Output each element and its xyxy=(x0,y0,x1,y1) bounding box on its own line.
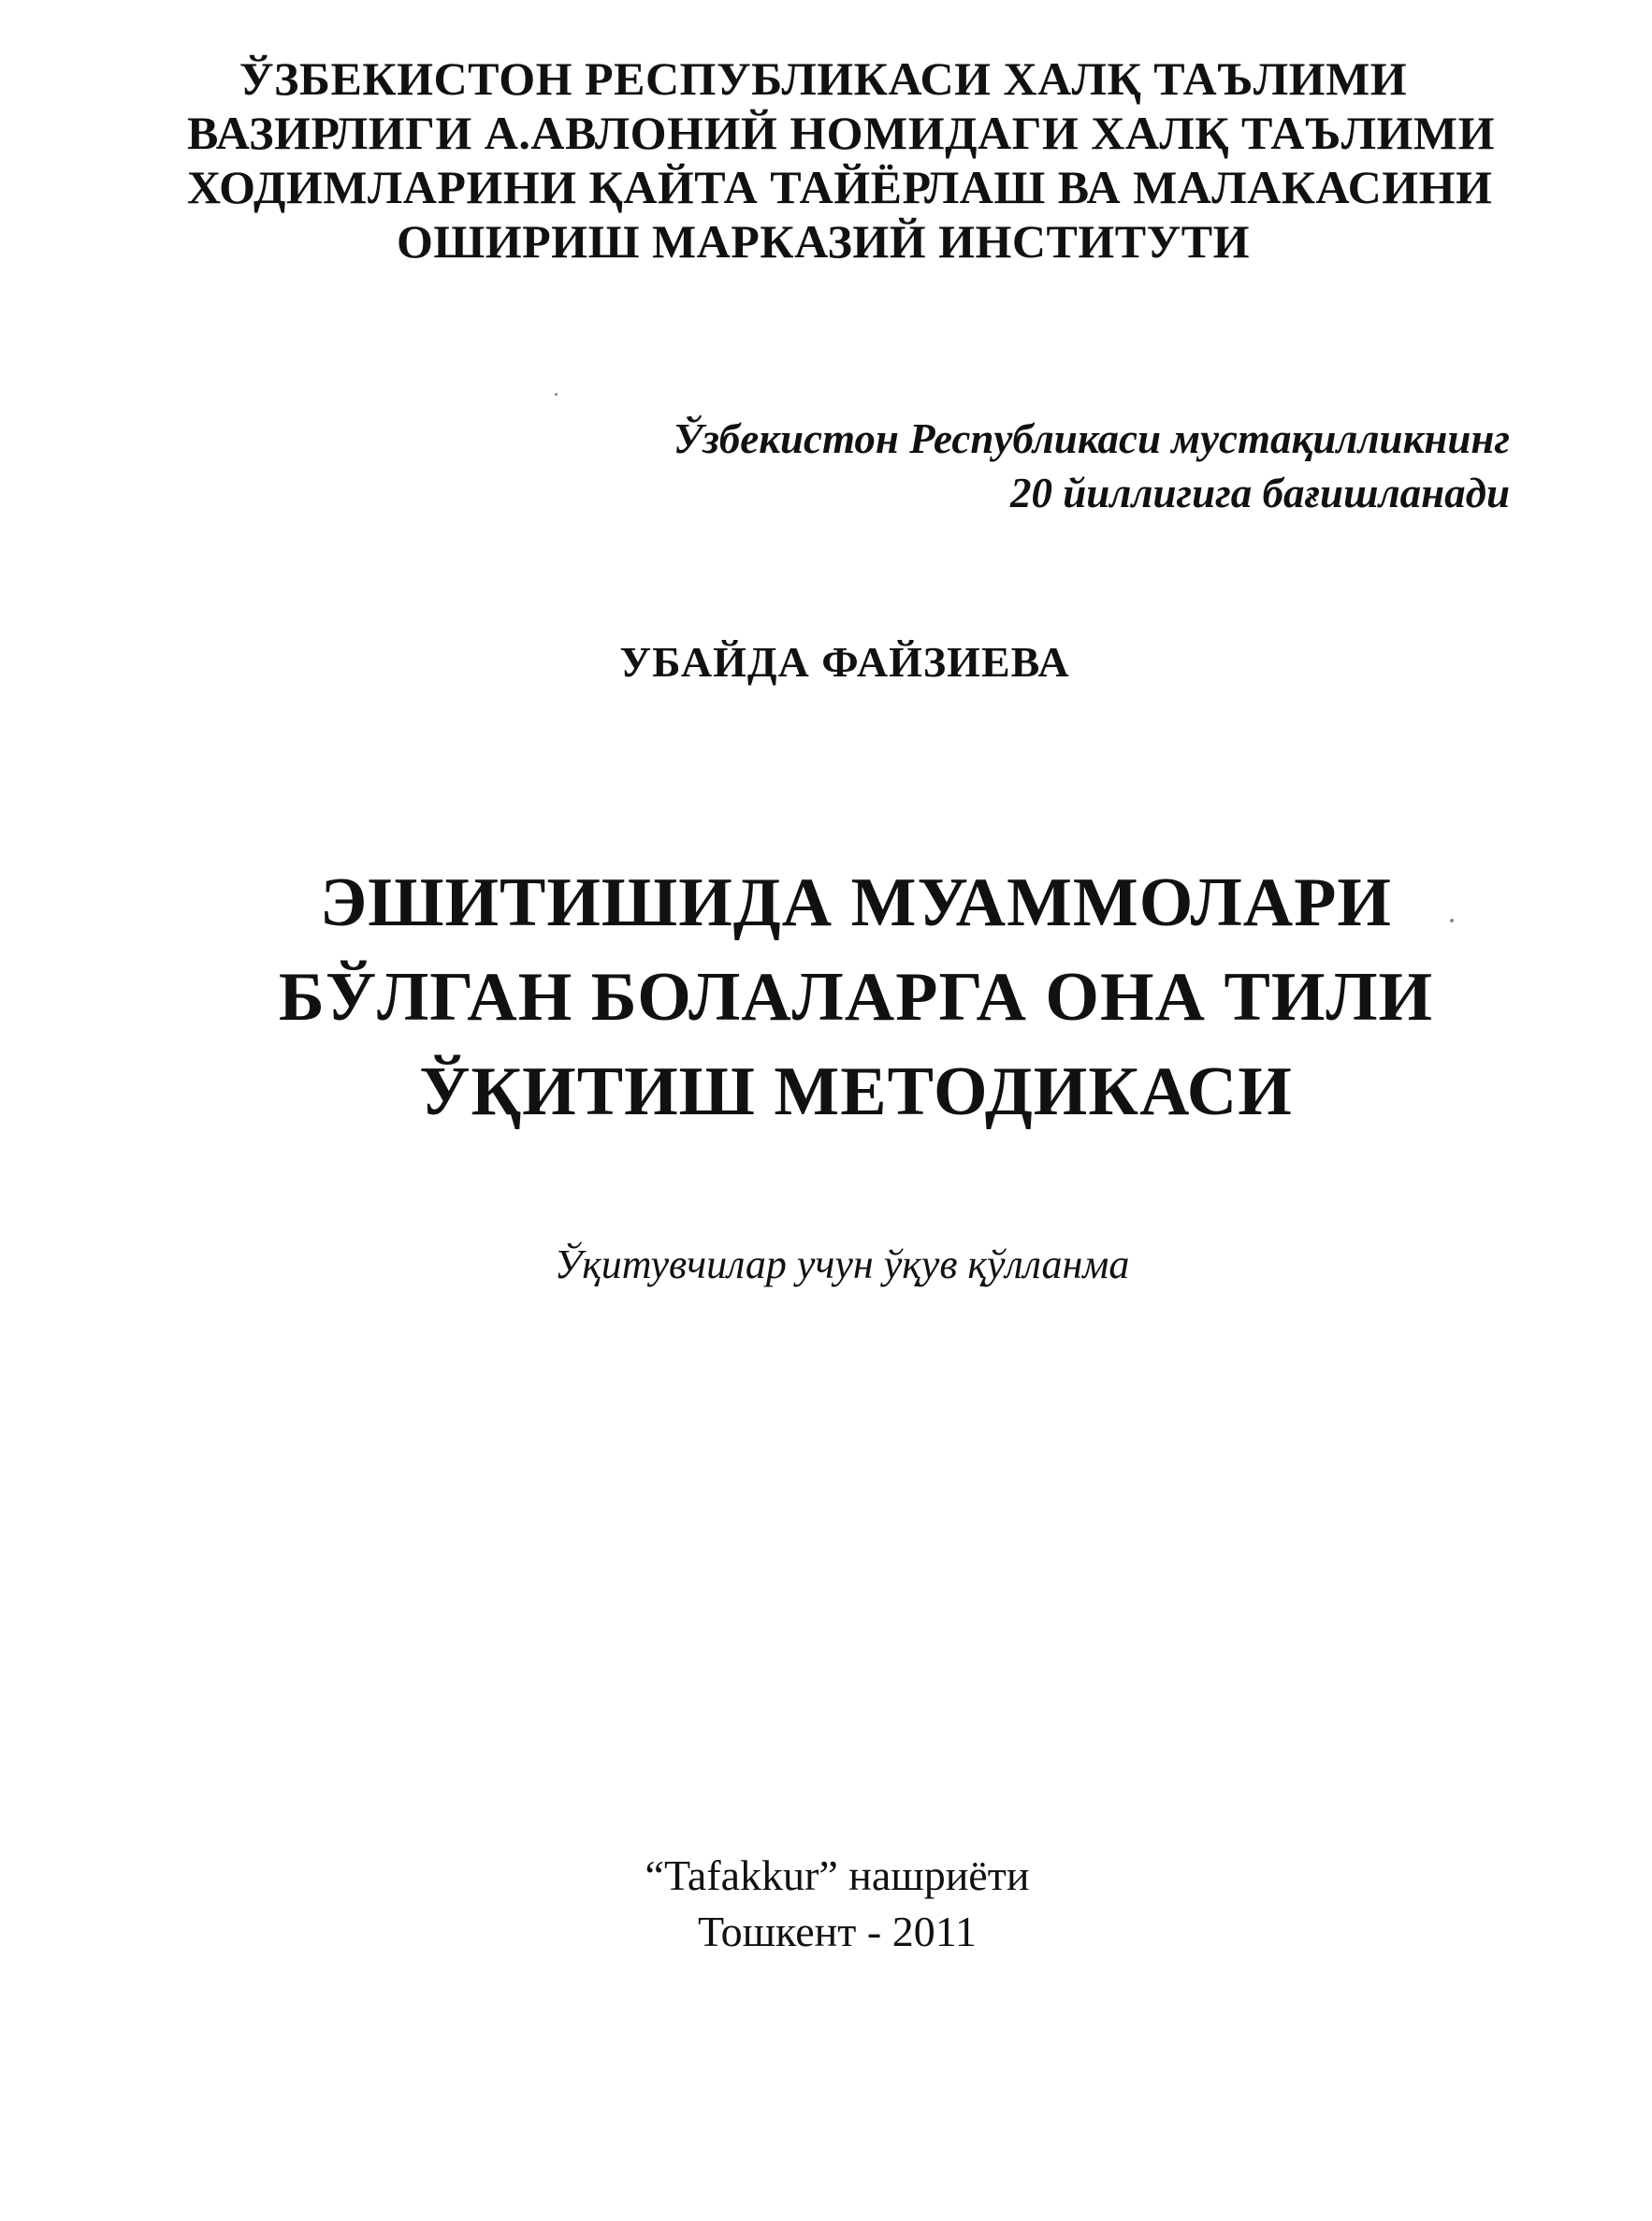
institution-line-3: ХОДИМЛАРИНИ ҚАЙТА ТАЙЁРЛАШ ВА МАЛАКАСИНИ xyxy=(187,161,1493,213)
scan-speck xyxy=(555,393,558,396)
title-line-2: БЎЛГАН БОЛАЛАРГА ОНА ТИЛИ xyxy=(278,959,1434,1036)
city-year: Тошкент - 2011 xyxy=(697,1908,977,1955)
institution-line-4: ОШИРИШ МАРКАЗИЙ ИНСТИТУТИ xyxy=(396,215,1251,268)
dedication-line-1: Ўзбекистон Республикаси мустақилликнинг xyxy=(673,415,1510,462)
dedication xyxy=(481,412,1510,520)
institution-line-2: ВАЗИРЛИГИ А.АВЛОНИЙ НОМИДАГИ ХАЛҚ ТАЪЛИМИ xyxy=(187,107,1495,159)
title-line-3: ЎҚИТИШ МЕТОДИКАСИ xyxy=(419,1053,1293,1130)
author-name: УБАЙДА ФАЙЗИЕВА xyxy=(619,638,1070,686)
book-subtitle: Ўқитувчилар учун ўқув қўлланма xyxy=(554,1241,1130,1287)
institution-header xyxy=(187,51,1495,269)
institution-line-1: ЎЗБЕКИСТОН РЕСПУБЛИКАСИ ХАЛҚ ТАЪЛИМИ xyxy=(239,52,1408,105)
publisher: “Tafakkur” нашриёти xyxy=(645,1851,1030,1899)
imprint xyxy=(0,1848,1652,1960)
title-line-1: ЭШИТИШИДА МУАММОЛАРИ xyxy=(320,864,1392,941)
dedication-line-2: 20 йиллигига бағишланади xyxy=(1009,470,1510,516)
scan-speck xyxy=(1450,919,1454,922)
book-title xyxy=(234,856,1478,1140)
